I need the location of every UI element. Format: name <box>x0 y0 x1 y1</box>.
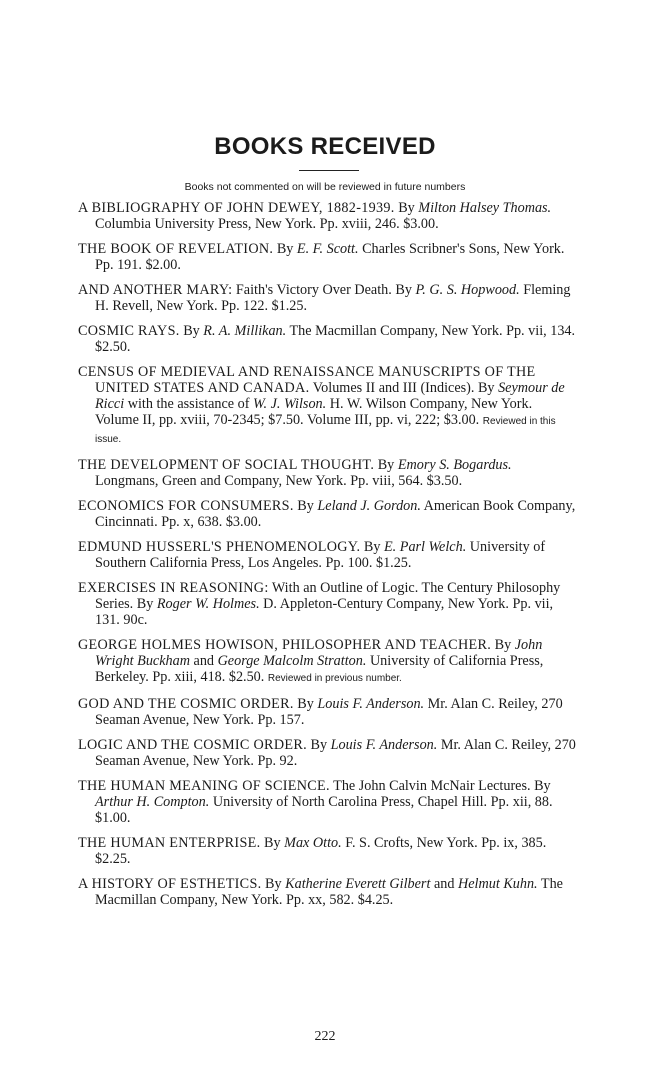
book-details: Mr. Alan C. Reiley, 270 Seaman Avenue, New York. Pp. 157. <box>95 696 563 729</box>
by-word: By <box>136 596 154 613</box>
book-title: CENSUS OF MEDIEVAL AND RENAISSANCE MANUSCRIPTS OF THE UNITED STATES AND CANADA. <box>78 363 536 396</box>
book-title: GOD AND THE COSMIC ORDER. <box>78 696 294 713</box>
book-subtitle: With an Outline of Logic. The Century Philosophy Series. <box>95 579 561 613</box>
book-details: The Macmillan Company, New York. Pp. vii, 134. $2.50. <box>95 322 576 355</box>
book-author: E. F. Scott. <box>296 240 359 257</box>
book-author: E. Parl Welch. <box>384 538 467 555</box>
book-author: Louis F. Anderson. <box>330 736 438 753</box>
by-word: By <box>377 457 395 474</box>
book-author: George Malcolm Stratton. <box>217 653 367 670</box>
book-subtitle: Faith's Victory Over Death. <box>235 281 392 298</box>
book-author: P. G. S. Hopwood. <box>415 281 520 298</box>
by-word: By <box>183 322 200 339</box>
book-author: Arthur H. Compton. <box>95 794 210 811</box>
book-subtitle: The John Calvin McNair Lectures. <box>333 777 531 794</box>
book-details: D. Appleton-Century Company, New York. Pp. vii, 131. 90c. <box>95 596 554 629</box>
book-author: Milton Halsey Thomas. <box>418 200 552 216</box>
book-details: University of Southern California Press, Los Angeles. Pp. 100. $1.25. <box>95 538 546 572</box>
book-details: University of North Carolina Press, Chapel Hill. Pp. xii, 88. $1.00. <box>95 794 553 827</box>
title-rule <box>299 170 359 171</box>
by-word: By <box>477 379 495 396</box>
page-title: BOOKS RECEIVED <box>214 133 436 160</box>
book-title: EDMUND HUSSERL'S PHENOMENOLOGY. <box>78 538 361 555</box>
book-entry <box>78 580 576 629</box>
book-author: Roger W. Holmes. <box>156 596 260 613</box>
book-entry <box>78 737 576 769</box>
by-word: By <box>297 498 314 515</box>
by-word: By <box>276 240 294 257</box>
book-title: EXERCISES IN REASONING: <box>78 579 269 596</box>
author-connector: and <box>433 875 455 892</box>
book-author: John Wright Buckham <box>95 636 543 670</box>
by-word: By <box>264 835 281 851</box>
by-word: By <box>363 538 381 555</box>
by-word: By <box>395 281 412 298</box>
book-details: H. W. Wilson Company, New York. Volume II, pp. xviii, 70-2345; $7.50. Volume III, pp. vi, 222; $3.00. <box>95 396 533 429</box>
book-author: Max Otto. <box>284 835 342 851</box>
by-word: By <box>265 875 282 892</box>
book-title: THE HUMAN MEANING OF SCIENCE. <box>78 777 330 794</box>
book-author: Seymour de Ricci <box>95 379 565 413</box>
book-entry <box>78 696 576 728</box>
book-title: THE BOOK OF REVELATION. <box>78 240 274 257</box>
by-word: By <box>297 696 314 713</box>
page-subtitle: Books not commented on will be reviewed in future numbers <box>184 181 466 193</box>
book-details: The Macmillan Company, New York. Pp. xx, 582. $4.25. <box>95 875 563 909</box>
book-entry <box>78 876 576 908</box>
book-title: ECONOMICS FOR CONSUMERS. <box>78 498 294 515</box>
by-word: By <box>494 636 512 653</box>
review-note: Reviewed in this issue. <box>95 416 556 446</box>
book-entry <box>78 200 576 232</box>
book-title: COSMIC RAYS. <box>78 322 180 339</box>
author-connector: and <box>193 653 215 670</box>
book-entry <box>78 539 576 571</box>
book-title: A BIBLIOGRAPHY OF JOHN DEWEY, 1882-1939. <box>78 200 395 216</box>
book-entry <box>78 241 576 273</box>
book-list <box>78 200 576 917</box>
page-number: 222 <box>314 1029 336 1044</box>
book-author: Emory S. Bogardus. <box>397 457 512 474</box>
book-entry <box>78 637 576 688</box>
book-details: American Book Company, Cincinnati. Pp. x, 638. $3.00. <box>95 498 576 531</box>
book-entry <box>78 364 576 449</box>
book-author: Katherine Everett Gilbert <box>285 875 431 892</box>
book-author: Leland J. Gordon. <box>317 498 421 515</box>
book-author: Helmut Kuhn. <box>458 875 538 892</box>
book-details: Charles Scribner's Sons, New York. Pp. 191. $2.00. <box>95 240 565 274</box>
book-title: A HISTORY OF ESTHETICS. <box>78 875 262 892</box>
book-entry <box>78 498 576 530</box>
book-entry <box>78 778 576 827</box>
by-word: By <box>534 777 551 794</box>
book-entry <box>78 457 576 489</box>
book-title: THE DEVELOPMENT OF SOCIAL THOUGHT. <box>78 457 375 474</box>
book-subtitle: Volumes II and III (Indices). <box>312 379 475 396</box>
book-title: AND ANOTHER MARY: <box>78 281 233 298</box>
book-entry <box>78 282 576 314</box>
book-entry <box>78 323 576 355</box>
book-details: Fleming H. Revell, New York. Pp. 122. $1.25. <box>95 281 571 315</box>
book-details: Columbia University Press, New York. Pp. xviii, 246. $3.00. <box>95 216 439 233</box>
book-author: W. J. Wilson. <box>253 396 327 413</box>
book-details: Mr. Alan C. Reiley, 270 Seaman Avenue, New York. Pp. 92. <box>95 736 576 770</box>
review-note: Reviewed in previous number. <box>267 673 402 685</box>
book-title: THE HUMAN ENTERPRISE. <box>78 835 261 851</box>
book-details: Longmans, Green and Company, New York. Pp. viii, 564. $3.50. <box>95 473 463 490</box>
book-title: LOGIC AND THE COSMIC ORDER. <box>78 736 307 753</box>
by-word: By <box>398 200 415 216</box>
book-entry <box>78 835 576 867</box>
book-details: University of California Press, Berkeley. Pp. xiii, 418. $2.50. <box>95 653 544 686</box>
book-details: F. S. Crofts, New York. Pp. ix, 385. $2.25. <box>95 835 547 868</box>
book-title: GEORGE HOLMES HOWISON, PHILOSOPHER AND TEACHER. <box>78 636 492 653</box>
author-connector: with the assistance of <box>127 396 250 413</box>
book-author: Louis F. Anderson. <box>317 696 425 713</box>
book-author: R. A. Millikan. <box>203 322 287 339</box>
by-word: By <box>310 736 328 753</box>
